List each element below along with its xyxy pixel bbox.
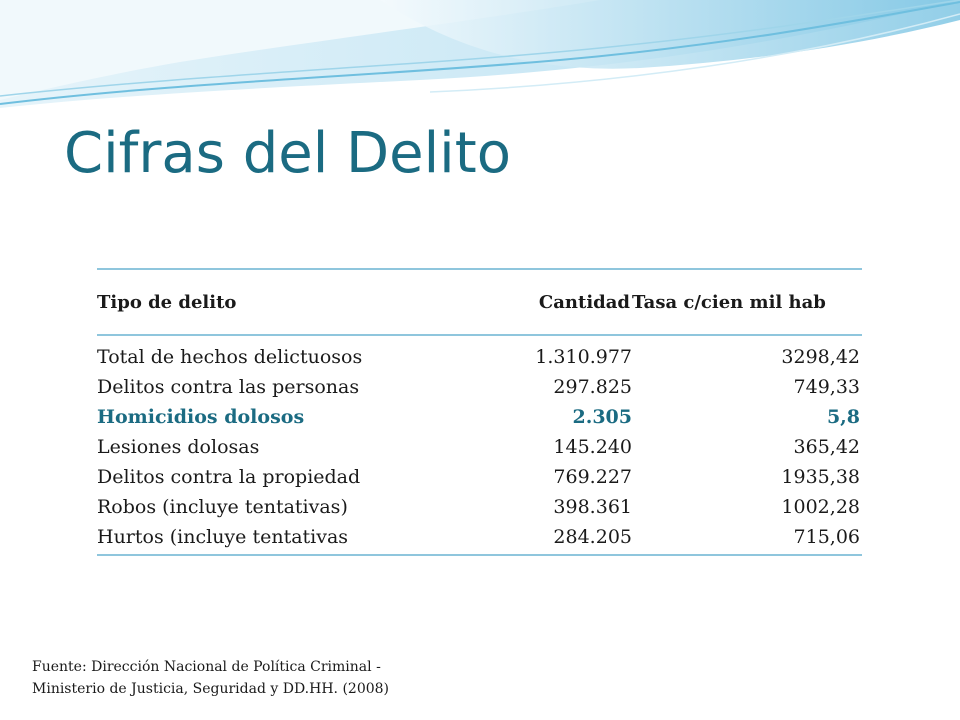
- cell-tasa: 365,42: [793, 436, 860, 458]
- table-row: [97, 372, 862, 402]
- header-tasa: Tasa c/cien mil hab: [632, 291, 826, 313]
- cell-tasa: 1935,38: [781, 466, 860, 488]
- cell-tipo: Total de hechos delictuosos: [97, 346, 363, 368]
- cell-cantidad: 145.240: [553, 436, 632, 458]
- cell-tipo: Delitos contra la propiedad: [97, 466, 361, 488]
- source-footnote: [32, 656, 492, 700]
- cell-tipo: Delitos contra las personas: [97, 376, 360, 398]
- footnote-line: Fuente: Dirección Nacional de Política Criminal -: [32, 659, 381, 675]
- crime-stats-table-container: [97, 268, 862, 556]
- footnote-line: Ministerio de Justicia, Seguridad y DD.HH. (2008): [32, 681, 390, 697]
- cell-tipo: Robos (incluye tentativas): [97, 496, 348, 518]
- page-title: Cifras del Delito: [64, 121, 511, 186]
- cell-tipo: Homicidios dolosos: [97, 406, 305, 428]
- table-row: [97, 492, 862, 522]
- cell-tasa: 749,33: [793, 376, 860, 398]
- table-row: [97, 462, 862, 492]
- cell-tasa: 1002,28: [781, 496, 860, 518]
- cell-tasa: 3298,42: [781, 346, 860, 368]
- header-cantidad: Cantidad: [538, 291, 630, 313]
- cell-cantidad: 769.227: [553, 466, 632, 488]
- cell-cantidad: 398.361: [553, 496, 632, 518]
- table-header-row: [97, 269, 862, 335]
- crime-stats-table: [97, 268, 862, 556]
- table-row: [97, 335, 862, 372]
- table-row-highlighted: [97, 402, 862, 432]
- cell-cantidad: 2.305: [572, 406, 632, 428]
- cell-cantidad: 284.205: [553, 526, 632, 548]
- cell-tasa: 715,06: [793, 526, 860, 548]
- cell-tasa: 5,8: [826, 406, 860, 428]
- cell-cantidad: 297.825: [553, 376, 632, 398]
- cell-tipo: Lesiones dolosas: [97, 436, 260, 458]
- header-tipo: Tipo de delito: [97, 291, 237, 313]
- cell-cantidad: 1.310.977: [535, 346, 632, 368]
- header-wave-decoration: [0, 0, 960, 130]
- table-row: [97, 432, 862, 462]
- table-row: [97, 522, 862, 555]
- cell-tipo: Hurtos (incluye tentativas: [97, 526, 349, 548]
